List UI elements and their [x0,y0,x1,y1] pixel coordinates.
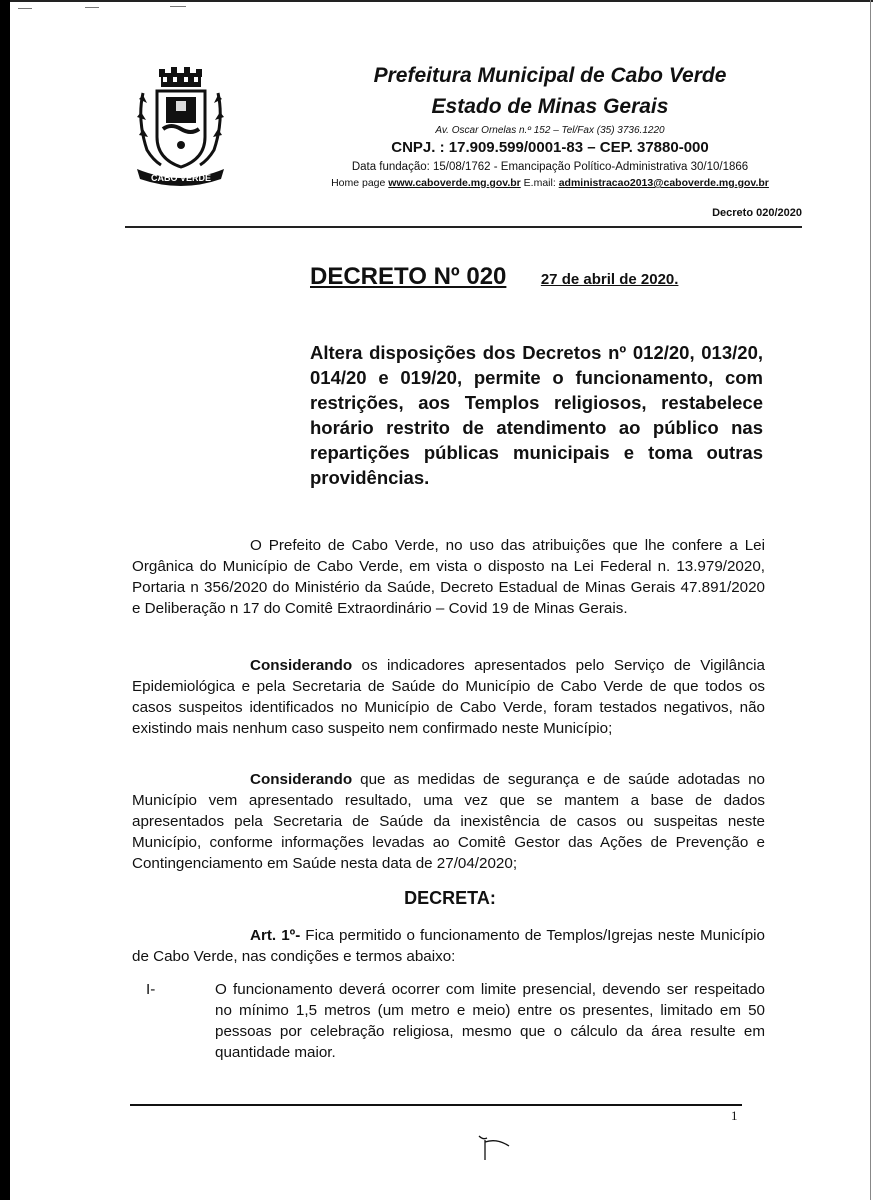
email-label: E.mail: [523,177,556,189]
homepage-link[interactable]: www.caboverde.mg.gov.br [388,177,521,189]
page-number: 1 [731,1108,738,1123]
decree-reference: Decreto 020/2020 [712,207,802,219]
letterhead-cnpj: CNPJ. : 17.909.599/0001-83 – CEP. 37880-000 [391,139,709,156]
letterhead-foundation: Data fundação: 15/08/1762 - Emancipação Político-Administrativa 30/10/1866 [351,161,749,173]
letterhead-state: Estado de Minas Gerais [431,95,669,118]
considerando-text: que as medidas de segurança e de saúde adotadas no Município vem apresentado resultado, uma vez que se mantem a base de dados apresentados pela Secretaria de Saúde da inexistência de casos ou suspeitas neste Município, conforme informações levadas ao Comitê Gestor das Ações de Prevenção e Contingenciamento em Saúde nesta data de 27/04/2020; [132,771,765,872]
scan-speck [170,6,186,7]
article-1-lead: Art. 1º- [250,927,301,944]
article-1 [132,925,765,967]
article-1-text: Fica permitido o funcionamento de Templos/Igrejas neste Município de Cabo Verde, nas condições e termos abaixo: [132,927,765,965]
item-number: I- [146,981,156,998]
item-text: O funcionamento deverá ocorrer com limite presencial, devendo ser respeitado no mínimo 1,5 metros (um metro e meio) entre os presentes, limitado em 50 pessoas por celebração religiosa, mesmo que o cálculo da área resulte em quantidade maior. [215,981,765,1061]
considerando-lead: Considerando [250,657,353,674]
considerando-text: os indicadores apresentados pelo Serviço de Vigilância Epidemiológica e pela Secretaria de Saúde do Município de Cabo Verde de que todos os casos suspeitos identificados no Município de Cabo Verde, foram testados negativos, não existindo mais nenhum caso suspeito nem confirmado neste Município; [132,657,765,737]
decree-heading [310,263,678,291]
decree-title: DECRETO Nº 020 [310,263,507,290]
decree-date: 27 de abril de 2020. [540,271,679,288]
considerando-lead: Considerando [250,771,353,788]
considerando-paragraph-1 [132,655,765,739]
scan-edge-top [10,0,873,2]
header-divider [125,226,802,228]
scan-speck [18,8,32,9]
scan-speck [85,7,99,8]
preamble-text: O Prefeito de Cabo Verde, no uso das atribuições que lhe confere a Lei Orgânica do Município de Cabo Verde, em vista o disposto na Lei Federal n. 13.979/2020, Portaria n 356/2020 do Ministério da Saúde, Decreto Estadual de Minas Gerais 47.891/2020 e Deliberação n 17 do Comitê Extraordinário – Covid 19 de Minas Gerais. [132,537,765,617]
letterhead-contacts [270,177,830,189]
municipal-crest-logo [133,65,228,187]
considerando-paragraph-2 [132,769,765,874]
decree-summary: Altera disposições dos Decretos nº 012/20, 013/20, 014/20 e 019/20, permite o funcionamento, com restrições, aos Templos religiosos, restabelece horário restrito de atendimento ao público nas repartições públicas municipais e toma outras providências. [310,342,763,488]
email-link[interactable]: administracao2013@caboverde.mg.gov.br [558,177,769,189]
handwritten-initials [475,1130,515,1170]
footer-divider [130,1104,742,1106]
homepage-label: Home page [331,177,386,189]
letterhead-title: Prefeitura Municipal de Cabo Verde [373,64,727,87]
preamble-paragraph [132,535,765,619]
decreta-heading: DECRETA: [404,888,496,908]
scan-edge-left [0,0,10,1200]
svg-text:CABO VERDE: CABO VERDE [150,173,212,183]
letterhead-address: Av. Oscar Ornelas n.º 152 – Tel/Fax (35) 3736.1220 [435,125,665,136]
scan-edge-right [870,0,871,1200]
